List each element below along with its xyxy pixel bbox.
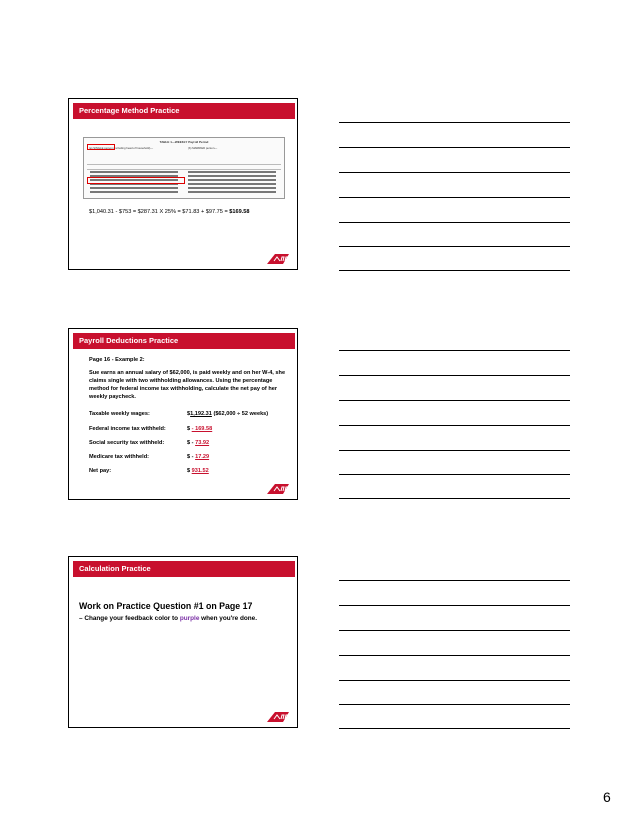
single-person-heading: (a) SINGLE person (including head of household)— xyxy=(89,146,154,150)
slide-calculation-practice xyxy=(68,556,298,728)
medicare-value: $ - 17.29 xyxy=(187,454,210,460)
calculation-text: $1,040.31 - $753 = $287.31 X 25% = $71.83 + $97.75 = xyxy=(89,209,230,215)
example-paragraph: Sue earns an annual salary of $62,000, is paid weekly and on her W-4, she claims single with two withholding allowances. Using the percentage method for federal income tax withholding, calculate the net pay of her weekly paycheck. xyxy=(89,370,286,400)
calculation-line xyxy=(89,209,250,215)
net-pay-value: $ 931.52 xyxy=(187,468,209,474)
net-pay-label: Net pay: xyxy=(89,468,112,474)
slide-title: Calculation Practice xyxy=(73,561,295,577)
social-security-value: $ - 73.92 xyxy=(187,440,210,446)
example-body xyxy=(89,356,289,401)
page-number: 6 xyxy=(603,789,611,805)
slide-title: Percentage Method Practice xyxy=(73,103,295,119)
social-security-label: Social security tax withheld: xyxy=(89,440,165,446)
highlight-single-box xyxy=(87,144,115,150)
page-reference: Page 16 - Example 2: xyxy=(89,357,145,363)
married-person-heading: (b) MARRIED person— xyxy=(188,146,218,150)
withholding-tax-table xyxy=(83,137,285,199)
tax-table-title: TABLE 1—WEEKLY Payroll Period xyxy=(159,140,209,144)
adp-logo-icon xyxy=(265,711,291,723)
slide-title: Payroll Deductions Practice xyxy=(73,333,295,349)
adp-logo-icon xyxy=(265,483,291,495)
federal-tax-label: Federal income tax withheld: xyxy=(89,426,166,432)
purple-word: purple xyxy=(179,615,200,622)
practice-instruction: – Change your feedback color to purple when you're done. xyxy=(79,615,258,622)
taxable-wages-value: $1,192.31 ($62,000 ÷ 52 weeks) xyxy=(187,411,269,417)
highlight-row-box xyxy=(87,177,185,184)
taxable-wages-label: Taxable weekly wages: xyxy=(89,411,150,417)
medicare-label: Medicare tax withheld: xyxy=(89,454,149,460)
slide-payroll-deductions xyxy=(68,328,298,500)
calculation-result: $169.58 xyxy=(229,209,250,215)
adp-logo-icon xyxy=(265,253,291,265)
practice-heading: Work on Practice Question #1 on Page 17 xyxy=(79,601,253,611)
slide-percentage-method xyxy=(68,98,298,270)
federal-tax-value: $ - 169.58 xyxy=(187,426,213,432)
